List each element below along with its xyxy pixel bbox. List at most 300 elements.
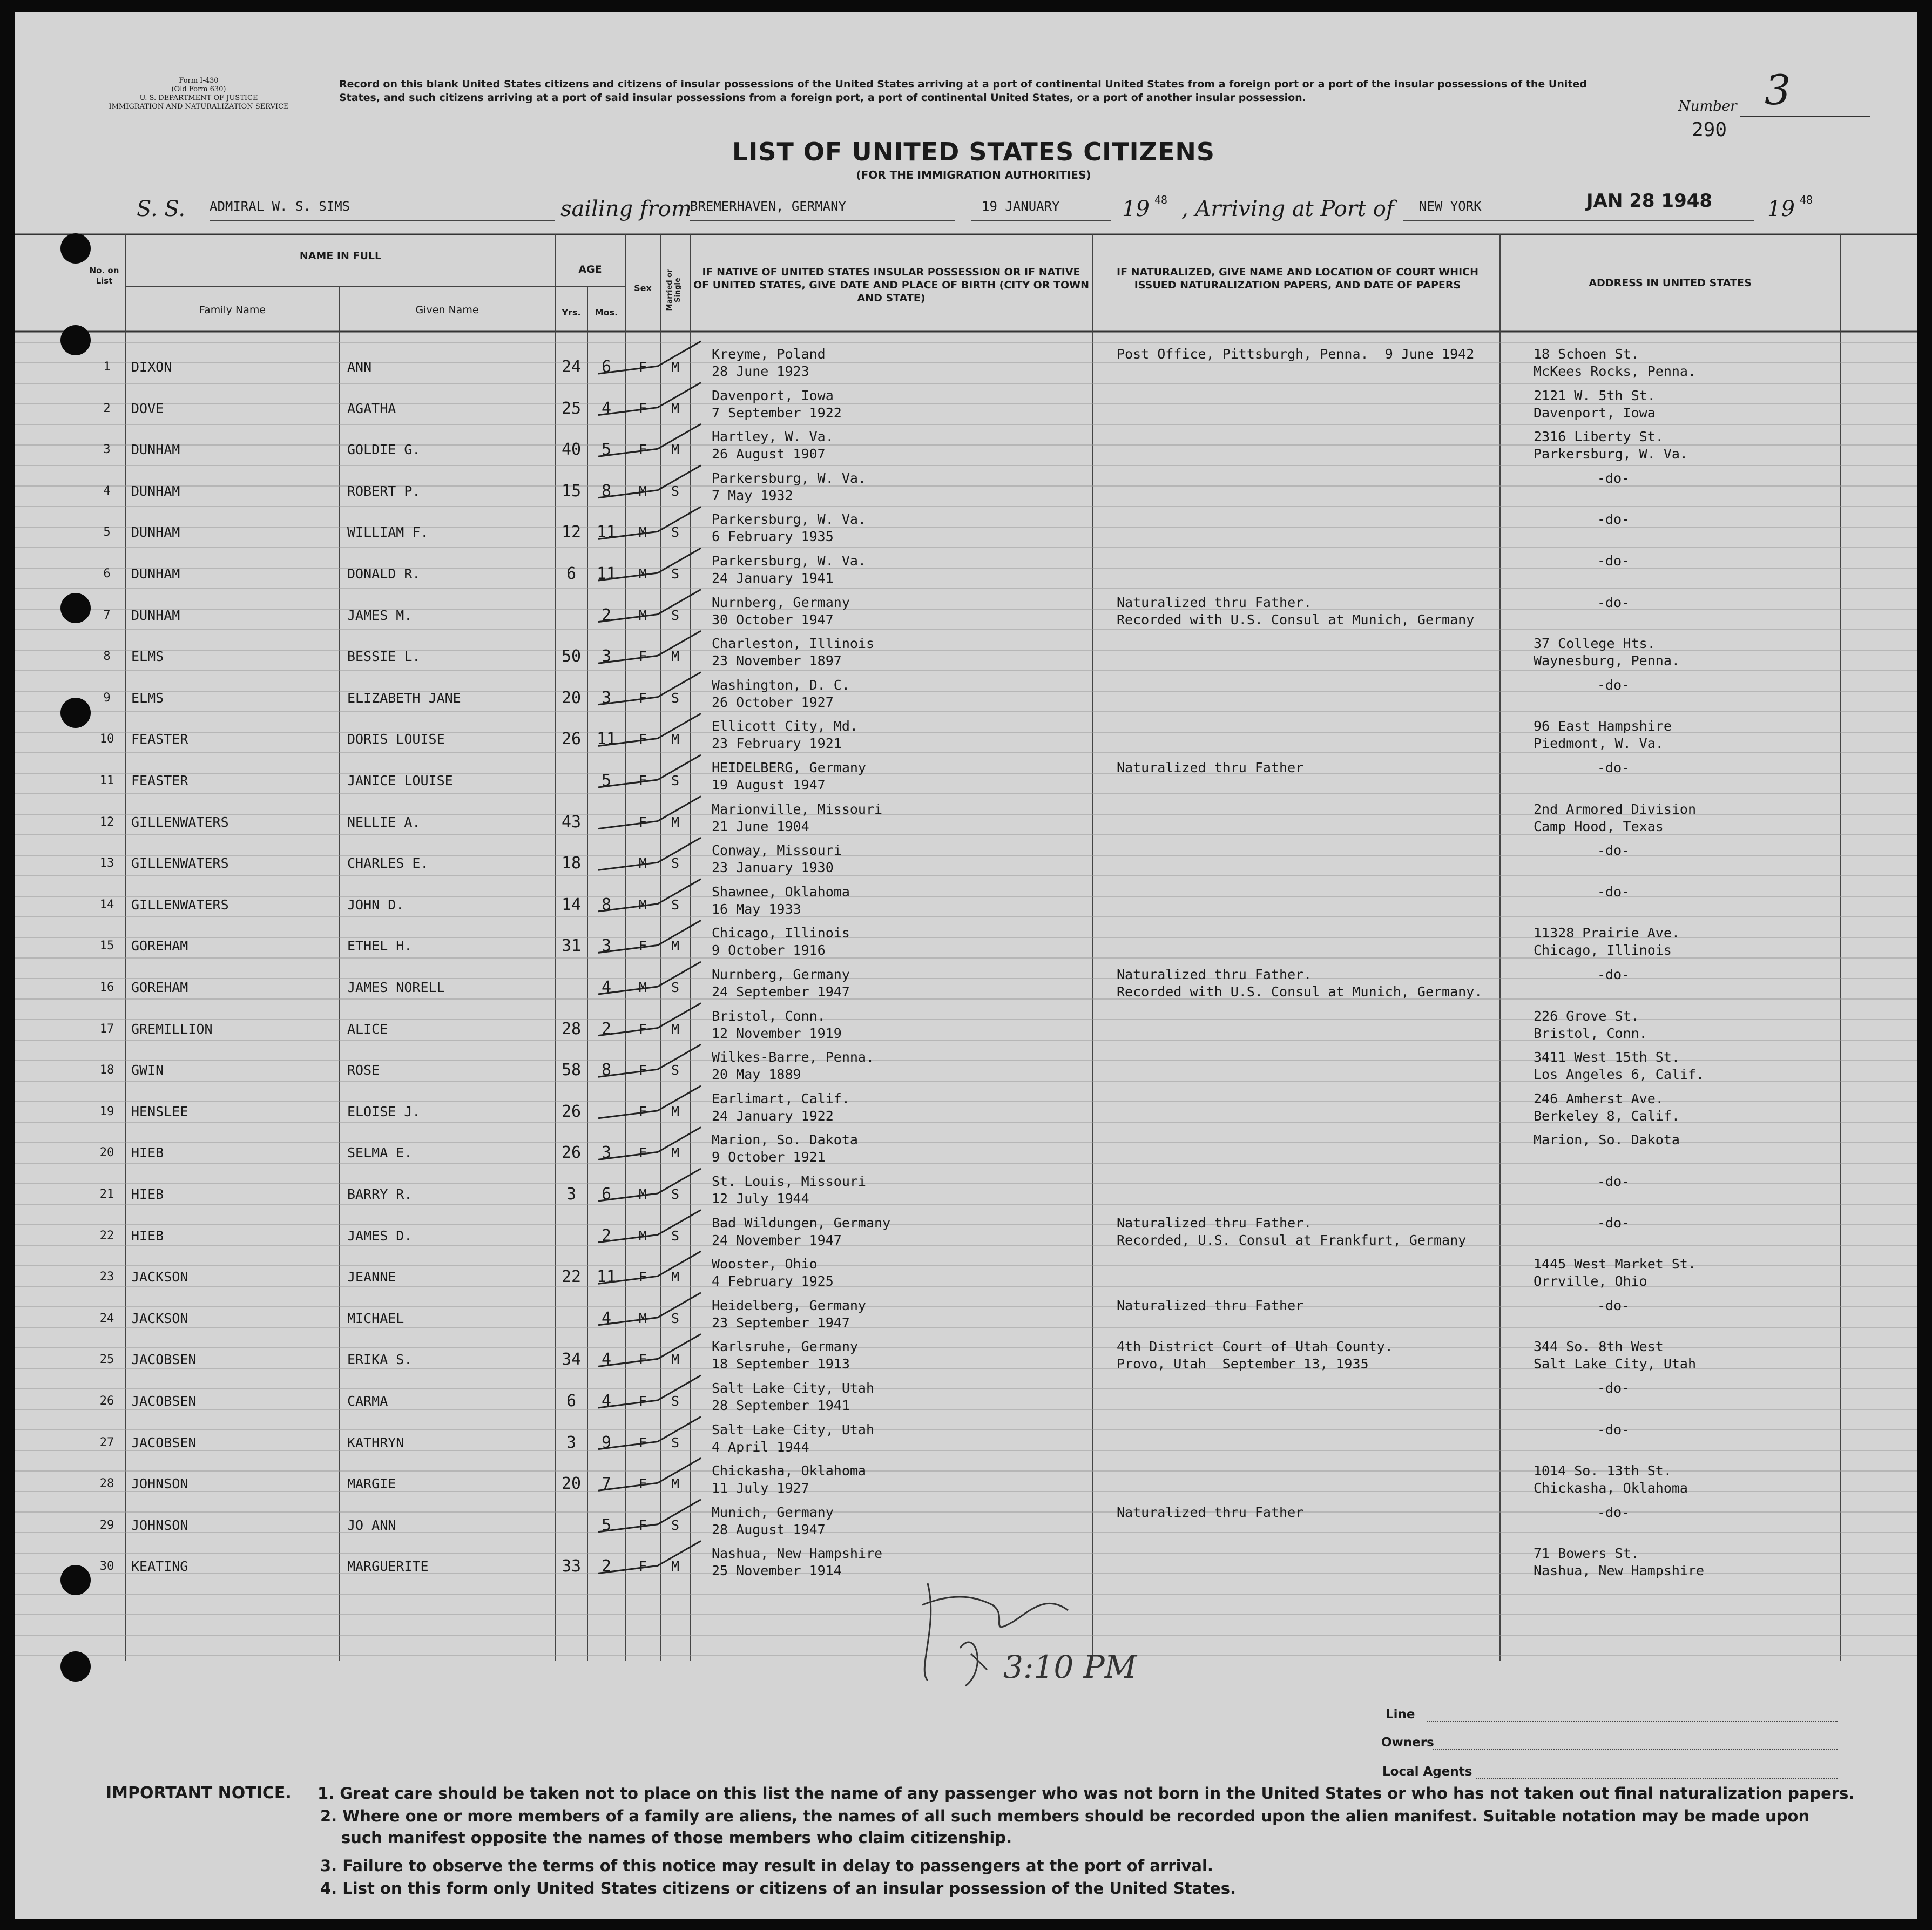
birth-info-line-2: 26 October 1927: [712, 694, 834, 710]
naturalization-info-line-1: Naturalized thru Father: [1117, 1297, 1304, 1313]
punch-hole: [60, 1651, 91, 1682]
page-title: LIST OF UNITED STATES CITIZENS: [732, 137, 1215, 166]
address-info-line-1: 2316 Liberty St.: [1534, 429, 1664, 445]
address-info-line-2: Orrville, Ohio: [1534, 1273, 1647, 1290]
sex: M: [638, 483, 647, 499]
sailing-label: sailing from: [560, 197, 692, 221]
given-name: AGATHA: [347, 400, 396, 416]
age-months: 11: [596, 523, 617, 542]
address-info-line-1: -do-: [1597, 594, 1630, 610]
family-name: DUNHAM: [131, 607, 180, 623]
naturalization-info-line-1: Naturalized thru Father.: [1117, 1214, 1312, 1231]
marital-status: S: [671, 1393, 680, 1409]
family-name: DUNHAM: [131, 442, 180, 458]
birth-info-line-1: Wooster, Ohio: [712, 1256, 818, 1272]
old-form-number: (Old Form 630): [171, 85, 226, 93]
marital-status: M: [671, 400, 680, 416]
address-info-line-1: 2nd Armored Division: [1534, 801, 1697, 817]
marital-status: M: [671, 814, 680, 830]
ship-name: ADMIRAL W. S. SIMS: [210, 199, 350, 214]
birth-info-line-1: Chickasha, Oklahoma: [712, 1463, 866, 1479]
check-mark-stroke: [598, 1334, 701, 1366]
address-info-line-1: -do-: [1597, 1421, 1630, 1438]
given-name: BARRY R.: [347, 1186, 413, 1202]
marital-status: S: [671, 524, 680, 541]
birth-info-line-1: Parkersburg, W. Va.: [712, 511, 866, 528]
age-months: 11: [596, 1267, 617, 1287]
col-header-address: ADDRESS IN UNITED STATES: [1589, 277, 1752, 289]
notice-item-2: 2. Where one or more members of a family are aliens, the names of all such members should be recorded upon the alien manifest. Suitable notation may be made upon: [320, 1807, 1810, 1825]
naturalization-info-line-1: Naturalized thru Father: [1117, 1504, 1304, 1520]
line-label: Line: [1386, 1708, 1415, 1722]
address-info-line-1: -do-: [1597, 470, 1630, 486]
check-mark-stroke: [598, 507, 701, 539]
family-name: KEATING: [131, 1558, 188, 1575]
marital-status: S: [671, 1310, 680, 1326]
given-name: CARMA: [347, 1393, 388, 1409]
check-mark-stroke: [598, 755, 701, 787]
age-months: 7: [601, 1474, 612, 1494]
address-info-line-1: 71 Bowers St.: [1534, 1546, 1639, 1562]
marital-status: S: [671, 483, 680, 499]
marital-status: S: [671, 690, 680, 706]
birth-info-line-2: 9 October 1921: [712, 1149, 826, 1165]
birth-info-line-1: Bad Wildungen, Germany: [712, 1214, 891, 1231]
row-number: 30: [99, 1560, 114, 1574]
address-info-line-2: Los Angeles 6, Calif.: [1534, 1067, 1705, 1083]
handwritten-signature: [906, 1562, 1187, 1702]
age-years: 33: [561, 1557, 582, 1576]
row-number: 26: [99, 1394, 114, 1408]
given-name: JANICE LOUISE: [347, 773, 453, 788]
address-info-line-1: 11328 Prairie Ave.: [1534, 925, 1680, 941]
col-header-name-in-full: NAME IN FULL: [299, 250, 382, 262]
age-years: 20: [561, 1474, 582, 1494]
row-number: 19: [99, 1104, 114, 1118]
given-name: DONALD R.: [347, 566, 421, 582]
check-mark-stroke: [598, 713, 701, 746]
birth-info-line-2: 28 August 1947: [712, 1521, 826, 1537]
check-mark-stroke: [598, 1458, 701, 1490]
birth-info-line-1: Washington, D. C.: [712, 677, 850, 693]
given-name: MICHAEL: [347, 1310, 404, 1326]
birth-info-line-2: 25 November 1914: [712, 1563, 842, 1579]
family-name: HIEB: [131, 1227, 164, 1244]
given-name: WILLIAM F.: [347, 524, 429, 541]
family-name: GOREHAM: [131, 980, 188, 995]
address-info-line-2: Parkersburg, W. Va.: [1534, 446, 1688, 462]
family-name: GOREHAM: [131, 938, 188, 954]
given-name: NELLIE A.: [347, 814, 421, 830]
age-years: 22: [561, 1267, 582, 1287]
birth-info-line-2: 23 November 1897: [712, 653, 842, 669]
naturalization-info-line-2: Recorded with U.S. Consul at Munich, Germany: [1117, 611, 1475, 627]
agents-underline: [1476, 1778, 1838, 1779]
row-number: 2: [103, 401, 111, 415]
birth-info-line-2: 26 August 1907: [712, 446, 826, 462]
age-years: 12: [561, 523, 582, 542]
birth-info-line-1: Parkersburg, W. Va.: [712, 553, 866, 569]
family-name: JACKSON: [131, 1310, 188, 1326]
check-mark-stroke: [598, 1086, 701, 1118]
age-months: 3: [601, 1143, 612, 1163]
family-name: JACOBSEN: [131, 1393, 197, 1409]
check-mark-stroke: [598, 1375, 701, 1408]
sex: F: [638, 1476, 647, 1492]
given-name: ETHEL H.: [347, 938, 413, 954]
birth-info-line-2: 11 July 1927: [712, 1480, 809, 1496]
marital-status: S: [671, 773, 680, 788]
notice-heading: IMPORTANT NOTICE.: [106, 1784, 292, 1803]
birth-info-line-2: 24 January 1941: [712, 570, 834, 586]
birth-info-line-2: 6 February 1935: [712, 529, 834, 545]
notice-item-4: 4. List on this form only United States citizens or citizens of an insular possession of the United States.: [320, 1879, 1236, 1898]
check-mark-stroke: [598, 879, 701, 912]
year-suffix: 48: [1154, 193, 1168, 206]
check-mark-stroke: [598, 1169, 701, 1201]
family-name: GWIN: [131, 1062, 164, 1078]
age-months: 4: [601, 1350, 612, 1369]
sex: F: [638, 1103, 647, 1119]
sex: F: [638, 400, 647, 416]
age-years: 18: [561, 854, 582, 873]
age-years: 14: [561, 895, 582, 914]
address-info-line-1: 246 Amherst Ave.: [1534, 1090, 1664, 1106]
address-info-line-2: Nashua, New Hampshire: [1534, 1563, 1705, 1579]
marital-status: S: [671, 896, 680, 913]
row-number: 28: [99, 1477, 114, 1491]
marital-status: M: [671, 359, 680, 375]
given-name: ROSE: [347, 1062, 380, 1078]
given-name: ERIKA S.: [347, 1352, 413, 1368]
family-name: GILLENWATERS: [131, 814, 229, 830]
naturalization-info-line-2: Provo, Utah September 13, 1935: [1117, 1356, 1369, 1372]
marital-status: M: [671, 1476, 680, 1492]
given-name: ELOISE J.: [347, 1103, 421, 1119]
marital-status: S: [671, 980, 680, 995]
row-number: 21: [99, 1187, 114, 1201]
address-info-line-2: Camp Hood, Texas: [1534, 818, 1664, 834]
age-months: 4: [601, 978, 612, 997]
given-name: ALICE: [347, 1021, 388, 1037]
marital-status: S: [671, 1062, 680, 1078]
check-mark-stroke: [598, 1251, 701, 1284]
age-months: 5: [601, 440, 612, 460]
check-mark-stroke: [598, 797, 701, 829]
row-number: 15: [99, 939, 114, 953]
col-header-no: No. on List: [89, 266, 119, 286]
sex: M: [638, 524, 647, 541]
age-months: 8: [601, 481, 612, 501]
sex: F: [638, 1062, 647, 1078]
given-name: ANN: [347, 359, 372, 375]
birth-info-line-1: Earlimart, Calif.: [712, 1090, 850, 1106]
address-info-line-1: 2121 W. 5th St.: [1534, 387, 1656, 403]
address-info-line-1: -do-: [1597, 760, 1630, 775]
address-info-line-2: Waynesburg, Penna.: [1534, 653, 1680, 669]
birth-info-line-2: 24 November 1947: [712, 1232, 842, 1248]
age-months: 9: [601, 1433, 612, 1452]
address-info-line-1: -do-: [1597, 1297, 1630, 1313]
family-name: GILLENWATERS: [131, 896, 229, 913]
row-number: 16: [99, 981, 114, 994]
sex: F: [638, 1269, 647, 1285]
family-name: DUNHAM: [131, 524, 180, 541]
marital-status: M: [671, 731, 680, 747]
marital-status: M: [671, 1021, 680, 1037]
given-name: MARGIE: [347, 1476, 396, 1492]
birth-info-line-2: 23 January 1930: [712, 860, 834, 876]
row-number: 17: [99, 1022, 114, 1036]
age-months: 8: [601, 1061, 612, 1080]
row-number: 14: [99, 897, 114, 912]
given-name: DORIS LOUISE: [347, 731, 445, 747]
family-name: FEASTER: [131, 731, 188, 747]
birth-info-line-1: Munich, Germany: [712, 1504, 834, 1520]
punch-hole: [60, 325, 91, 355]
age-years: 24: [561, 357, 582, 376]
punch-hole: [60, 698, 91, 728]
manifest-sheet: [15, 12, 1917, 1919]
check-mark-stroke: [598, 920, 701, 953]
agents-label: Local Agents: [1382, 1765, 1472, 1779]
address-info-line-2: Salt Lake City, Utah: [1534, 1356, 1697, 1372]
record-instructions: Record on this blank United States citizens and citizens of insular possessions of the United States arriving at a port of continental United States from a foreign port or a port of the insular possessions of the United States, and such citizens arriving at a port of said insular possessions from a foreign port, a port of continental United States, or a port of another insular possession.: [339, 78, 1587, 104]
check-mark-stroke: [598, 672, 701, 705]
birth-info-line-1: Parkersburg, W. Va.: [712, 470, 866, 486]
birth-info-line-2: 19 August 1947: [712, 777, 826, 793]
naturalization-info-line-1: Naturalized thru Father.: [1117, 967, 1312, 982]
birth-info-line-1: Davenport, Iowa: [712, 387, 834, 403]
col-header-sex: Sex: [634, 283, 652, 293]
address-info-line-1: 1445 West Market St.: [1534, 1256, 1697, 1272]
given-name: CHARLES E.: [347, 855, 429, 872]
address-info-line-1: -do-: [1597, 1214, 1630, 1231]
port-from: BREMERHAVEN, GERMANY: [690, 199, 846, 214]
notice-item-1: 1. Great care should be taken not to place on this list the name of any passenger who was not born in the United States or who has not taken out final naturalization papers.: [318, 1784, 1855, 1803]
birth-info-line-1: Hartley, W. Va.: [712, 429, 834, 445]
birth-info-line-1: Wilkes-Barre, Penna.: [712, 1049, 875, 1065]
age-months: 5: [601, 1515, 612, 1535]
check-mark-stroke: [598, 465, 701, 498]
marital-status: S: [671, 607, 680, 623]
marital-status: M: [671, 1269, 680, 1285]
family-name: GREMILLION: [131, 1021, 213, 1037]
address-info-line-1: -do-: [1597, 842, 1630, 859]
check-mark-stroke: [598, 1127, 701, 1159]
given-name: JAMES M.: [347, 607, 413, 623]
sailing-date: 19 JANUARY: [982, 199, 1060, 214]
marital-status: M: [671, 1145, 680, 1161]
birth-info-line-1: Karlsruhe, Germany: [712, 1339, 858, 1355]
address-info-line-1: 3411 West 15th St.: [1534, 1049, 1680, 1065]
age-years: 6: [566, 1392, 577, 1411]
age-years: 3: [566, 1185, 577, 1204]
sex: M: [638, 607, 647, 623]
given-name: GOLDIE G.: [347, 442, 421, 458]
address-info-line-1: 226 Grove St.: [1534, 1008, 1639, 1024]
row-number: 29: [99, 1518, 114, 1532]
sex: M: [638, 980, 647, 995]
age-months: 3: [601, 688, 612, 707]
age-years: 26: [561, 1102, 582, 1121]
service-name: IMMIGRATION AND NATURALIZATION SERVICE: [109, 103, 289, 111]
number-handwritten: 3: [1765, 66, 1791, 114]
row-number: 18: [99, 1063, 114, 1077]
age-years: 58: [561, 1061, 582, 1080]
birth-info-line-1: Heidelberg, Germany: [712, 1297, 866, 1313]
row-number: 7: [103, 608, 111, 622]
family-name: HIEB: [131, 1145, 164, 1161]
number-value: 290: [1692, 119, 1727, 141]
sex: F: [638, 938, 647, 954]
sex: M: [638, 1227, 647, 1244]
sex: F: [638, 773, 647, 788]
check-mark-stroke: [598, 962, 701, 994]
row-number: 25: [99, 1353, 114, 1367]
address-info-line-1: 96 East Hampshire: [1534, 718, 1672, 734]
address-info-line-2: McKees Rocks, Penna.: [1534, 363, 1697, 379]
birth-info-line-2: 21 June 1904: [712, 818, 809, 834]
age-months: 6: [601, 1185, 612, 1204]
address-info-line-1: Marion, So. Dakota: [1534, 1132, 1680, 1148]
age-months: 4: [601, 1392, 612, 1411]
family-name: JOHNSON: [131, 1517, 188, 1533]
birth-info-line-1: Marionville, Missouri: [712, 801, 883, 817]
age-years: 43: [561, 812, 582, 832]
birth-info-line-1: Salt Lake City, Utah: [712, 1421, 875, 1438]
number-label: Number: [1678, 98, 1737, 114]
birth-info-line-2: 12 November 1919: [712, 1025, 842, 1041]
sex: F: [638, 1558, 647, 1575]
row-number: 11: [99, 774, 114, 787]
row-number: 9: [103, 691, 111, 705]
naturalization-info-line-1: Naturalized thru Father: [1117, 760, 1304, 775]
age-months: 5: [601, 771, 612, 790]
family-name: DOVE: [131, 400, 164, 416]
arrival-year-prefix: 19: [1767, 197, 1795, 221]
sex: F: [638, 814, 647, 830]
col-header-birth: IF NATIVE OF UNITED STATES INSULAR POSSESSION OR IF NATIVE OF UNITED STATES, GIVE DATE AND PLACE OF BIRTH (CITY OR TOWN AND STATE): [693, 266, 1090, 304]
sex: F: [638, 1517, 647, 1533]
marital-status: S: [671, 1434, 680, 1450]
check-mark-stroke: [598, 590, 701, 622]
birth-info-line-2: 4 February 1925: [712, 1273, 834, 1290]
birth-info-line-1: Bristol, Conn.: [712, 1008, 826, 1024]
year-prefix: 19: [1122, 197, 1150, 221]
age-years: 31: [561, 936, 582, 956]
birth-info-line-1: Shawnee, Oklahoma: [712, 883, 850, 900]
check-mark-stroke: [598, 1044, 701, 1077]
birth-info-line-2: 18 September 1913: [712, 1356, 850, 1372]
sex: M: [638, 566, 647, 582]
sex: F: [638, 1434, 647, 1450]
age-years: 26: [561, 1143, 582, 1163]
birth-info-line-1: Chicago, Illinois: [712, 925, 850, 941]
check-mark-stroke: [598, 1210, 701, 1243]
owners-label: Owners: [1381, 1736, 1434, 1750]
sex: M: [638, 896, 647, 913]
birth-info-line-1: Charleston, Illinois: [712, 636, 875, 652]
owners-underline: [1433, 1749, 1838, 1750]
row-number: 24: [99, 1311, 114, 1325]
address-info-line-2: Berkeley 8, Calif.: [1534, 1108, 1680, 1124]
sex: F: [638, 1393, 647, 1409]
age-months: 2: [601, 1557, 612, 1576]
family-name: ELMS: [131, 690, 164, 706]
birth-info-line-2: 9 October 1916: [712, 942, 826, 959]
address-info-line-2: Chicago, Illinois: [1534, 942, 1672, 959]
check-mark-stroke: [598, 424, 701, 456]
family-name: JACKSON: [131, 1269, 188, 1285]
marital-status: S: [671, 566, 680, 582]
sex: F: [638, 731, 647, 747]
check-mark-stroke: [598, 548, 701, 581]
family-name: JACOBSEN: [131, 1434, 197, 1450]
sex: F: [638, 1145, 647, 1161]
family-name: HIEB: [131, 1186, 164, 1202]
address-info-line-1: -do-: [1597, 1173, 1630, 1189]
ss-label: S. S.: [137, 197, 186, 221]
col-header-given-name: Given Name: [415, 304, 479, 316]
col-header-yrs: Yrs.: [562, 307, 581, 318]
birth-info-line-2: 16 May 1933: [712, 901, 801, 917]
family-name: GILLENWATERS: [131, 855, 229, 872]
given-name: ROBERT P.: [347, 483, 421, 499]
check-mark-stroke: [598, 631, 701, 663]
punch-hole: [60, 233, 91, 264]
marital-status: M: [671, 649, 680, 665]
given-name: JOHN D.: [347, 896, 404, 913]
birth-info-line-2: 7 September 1922: [712, 404, 842, 421]
birth-info-line-1: Salt Lake City, Utah: [712, 1380, 875, 1396]
birth-info-line-2: 24 September 1947: [712, 984, 850, 1000]
signature-time: 3:10 PM: [1003, 1649, 1137, 1685]
page-subtitle: (FOR THE IMMIGRATION AUTHORITIES): [856, 168, 1091, 181]
marital-status: M: [671, 1103, 680, 1119]
sex: F: [638, 1352, 647, 1368]
address-info-line-2: Bristol, Conn.: [1534, 1025, 1647, 1041]
address-info-line-1: 344 So. 8th West: [1534, 1339, 1664, 1355]
sex: F: [638, 359, 647, 375]
department-name: U. S. DEPARTMENT OF JUSTICE: [139, 94, 258, 102]
address-info-line-1: 37 College Hts.: [1534, 636, 1656, 652]
family-name: HENSLEE: [131, 1103, 188, 1119]
age-years: 26: [561, 730, 582, 749]
sex: F: [638, 649, 647, 665]
birth-info-line-1: Nurnberg, Germany: [712, 967, 850, 982]
col-header-naturalized: IF NATURALIZED, GIVE NAME AND LOCATION OF COURT WHICH ISSUED NATURALIZATION PAPERS, AND DATE OF PAPERS: [1117, 266, 1478, 291]
age-months: 2: [601, 1019, 612, 1038]
naturalization-info-line-1: Post Office, Pittsburgh, Penna. 9 June 1942: [1117, 346, 1475, 362]
row-number: 12: [99, 815, 114, 829]
port-to: NEW YORK: [1419, 199, 1482, 214]
col-header-mos: Mos.: [595, 307, 618, 318]
col-header-age: AGE: [578, 264, 602, 275]
age-months: 4: [601, 399, 612, 418]
col-header-married: Married or Single: [666, 269, 682, 311]
sex: M: [638, 1186, 647, 1202]
address-info-line-1: 18 Schoen St.: [1534, 346, 1639, 362]
birth-info-line-2: 28 September 1941: [712, 1398, 850, 1413]
row-number: 10: [99, 732, 114, 746]
naturalization-info-line-1: 4th District Court of Utah County.: [1117, 1339, 1393, 1355]
marital-status: S: [671, 1227, 680, 1244]
row-number: 6: [103, 567, 111, 581]
marital-status: M: [671, 938, 680, 954]
arrival-year-suffix: 48: [1800, 193, 1813, 206]
col-header-family-name: Family Name: [199, 304, 266, 316]
